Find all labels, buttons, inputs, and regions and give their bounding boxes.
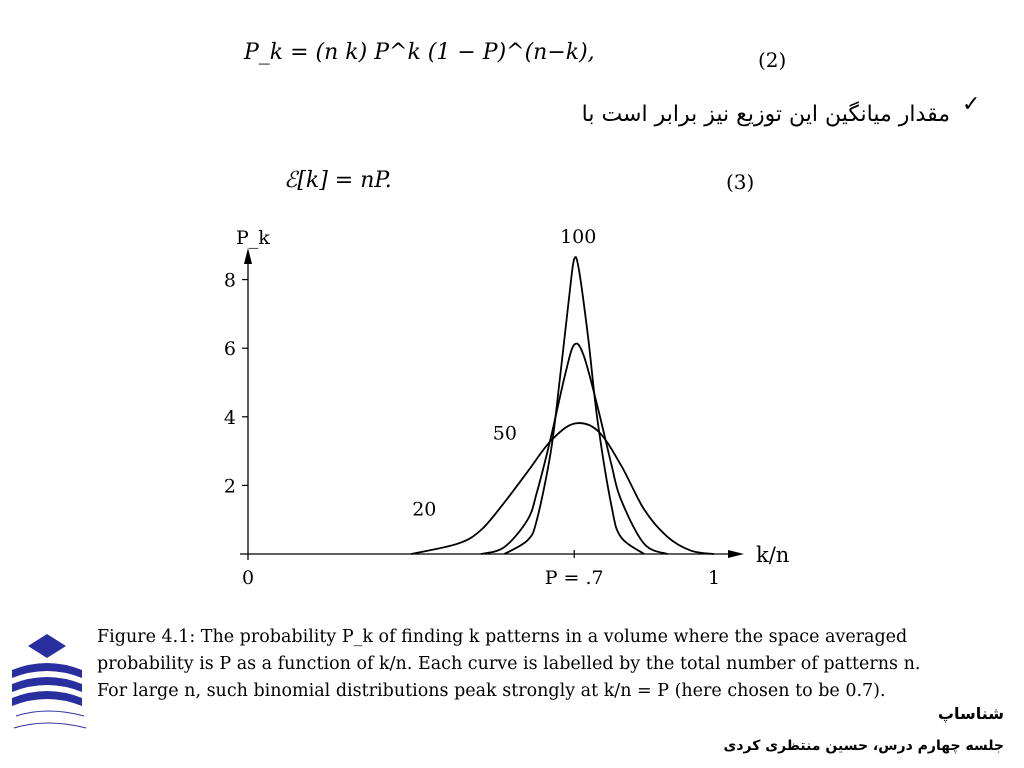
slide-subtitle: جلسه چهارم درس، حسین منتظری کردی <box>723 738 1004 754</box>
checkmark-icon: ✓ <box>962 92 981 117</box>
x-tick-label: 1 <box>707 567 721 589</box>
series-line-20 <box>411 423 714 554</box>
equation-2 <box>244 40 595 65</box>
equation-2-number: (2) <box>758 48 787 72</box>
logo-text: شناساپ <box>937 704 1004 723</box>
x-axis-arrow-icon <box>728 550 744 558</box>
y-axis-arrow-icon <box>244 248 252 264</box>
figure-caption: Figure 4.1: The probability P_k of finding k patterns in a volume where the space averaged probability is P as a function of k/n. Each curve is labelled by the total number of patterns n. For large n, such binomial distributions peak strongly at k/n = P (here chosen to be 0.7). <box>97 627 921 701</box>
y-tick-label: 6 <box>223 338 236 361</box>
x-tick-label: 0 <box>241 567 255 589</box>
equation-2-text: P_k = (n k) P^k (1 − P)^(n−k), <box>244 40 595 65</box>
y-tick-label: 4 <box>223 406 236 429</box>
y-tick-label: 2 <box>223 475 236 498</box>
series-label-50: 50 <box>492 422 517 445</box>
bullet-text: مقدار میانگین این توزیع نیز برابر است با <box>581 102 950 127</box>
series-line-50 <box>481 343 667 554</box>
series-line-100 <box>504 257 644 554</box>
y-axis-label: P_k <box>236 227 270 249</box>
x-marker-label: P = .7 <box>544 567 604 589</box>
series-label-20: 20 <box>412 498 437 521</box>
y-tick-label: 8 <box>223 269 236 292</box>
series-label-100: 100 <box>560 226 597 249</box>
equation-3-number: (3) <box>726 170 755 194</box>
equation-3: ℰ[k] = nP. <box>284 168 392 193</box>
binomial-chart <box>200 220 800 600</box>
x-axis-label: k/n <box>756 543 790 567</box>
university-logo-icon <box>2 632 92 740</box>
